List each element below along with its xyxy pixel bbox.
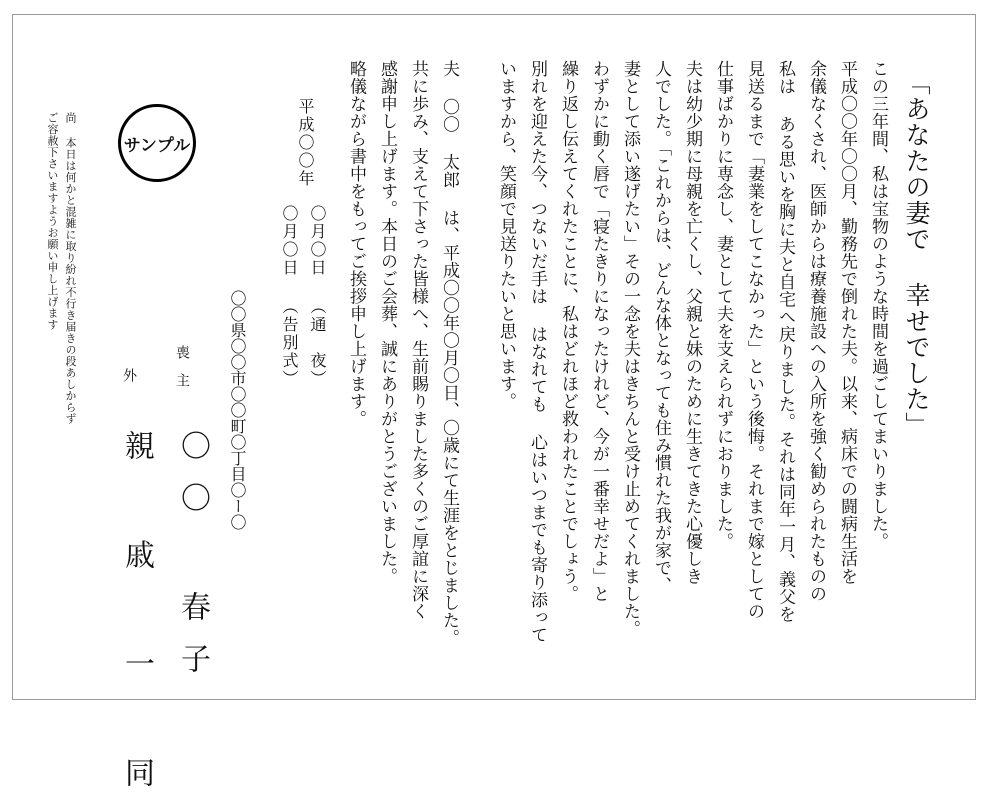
closing-line: 感謝申し上げます。本日のご会葬、誠にありがとうございました。	[377, 60, 397, 585]
chief-name: 〇〇 春子	[175, 430, 210, 695]
closing-line: 夫 〇〇 太郎 は、平成〇〇年〇月〇日、〇歳にて生涯をとじました。	[439, 60, 459, 647]
body-line: いますから、笑顔で見送りたいと思います。	[496, 60, 516, 410]
body-line: 繰り返し伝えてくれたことに、私はどれほど救われたことでしょう。	[558, 60, 578, 603]
address: 〇〇県〇〇市〇〇町〇丁目〇ー〇	[228, 290, 247, 530]
body-line: 仕事ばかりに専念し、妻として夫を支えられずにおりました。	[713, 60, 733, 550]
sample-stamp	[118, 104, 196, 182]
date-era: 平成〇〇年	[296, 98, 315, 188]
body-line: 余儀なくされ、医師からは療養施設への入所を強く勧められたものの	[806, 60, 826, 603]
body-line: 妻として添い遂げたい」その一念を夫はきちんと受け止めてくれました。	[620, 60, 640, 638]
date-kokubetsu: 〇月〇日 （告別式）	[280, 205, 299, 388]
note-line: ご容赦下さいますようお願い申し上げます	[46, 112, 59, 331]
sample-stamp-label: サンプル	[123, 135, 191, 156]
body-line: 私は ある思いを胸に夫と自宅へ戻りました。それは同年一月、義父を	[775, 60, 795, 623]
body-line: 夫は幼少期に母親を亡くし、父親と妹のために生きてきた心優しき	[682, 60, 702, 585]
body-line: この三年間、私は宝物のような時間を過ごしてまいりました。	[868, 60, 888, 550]
closing-line: 共に歩み、支えて下さった皆様へ、生前賜りました多くのご厚誼に深く	[408, 60, 428, 620]
body-line: わずかに動く唇で「寝たきりになったけれど、今が一番幸せだよ」と	[589, 60, 609, 603]
date-tsuya: 〇月〇日 （通 夜）	[308, 205, 327, 388]
role-other: 外	[121, 368, 137, 382]
body-line: 見送るまで「妻業をしてこなかった」という後悔。それまで嫁としての	[744, 60, 764, 620]
closing-line: 略儀ながら書中をもってご挨拶申し上げます。	[346, 60, 366, 428]
message-title: 「あなたの妻で 幸せでした」	[902, 70, 931, 438]
note-line: 尚 本日は何かと混雑に取り紛れ不行き届きの段あしからず	[64, 112, 77, 425]
body-line: 人でした。「これからは、どんな体となっても住み慣れた我が家で、	[651, 60, 671, 594]
other-name: 親 戚 一 同	[119, 430, 154, 809]
body-line: 別れを迎えた今、つないだ手は はなれても 心はいつまでも寄り添って	[527, 60, 547, 644]
body-line: 平成〇〇年〇〇月、勤務先で倒れた夫。以来、病床での闘病生活を	[837, 60, 857, 585]
role-chief: 喪 主	[174, 345, 190, 387]
